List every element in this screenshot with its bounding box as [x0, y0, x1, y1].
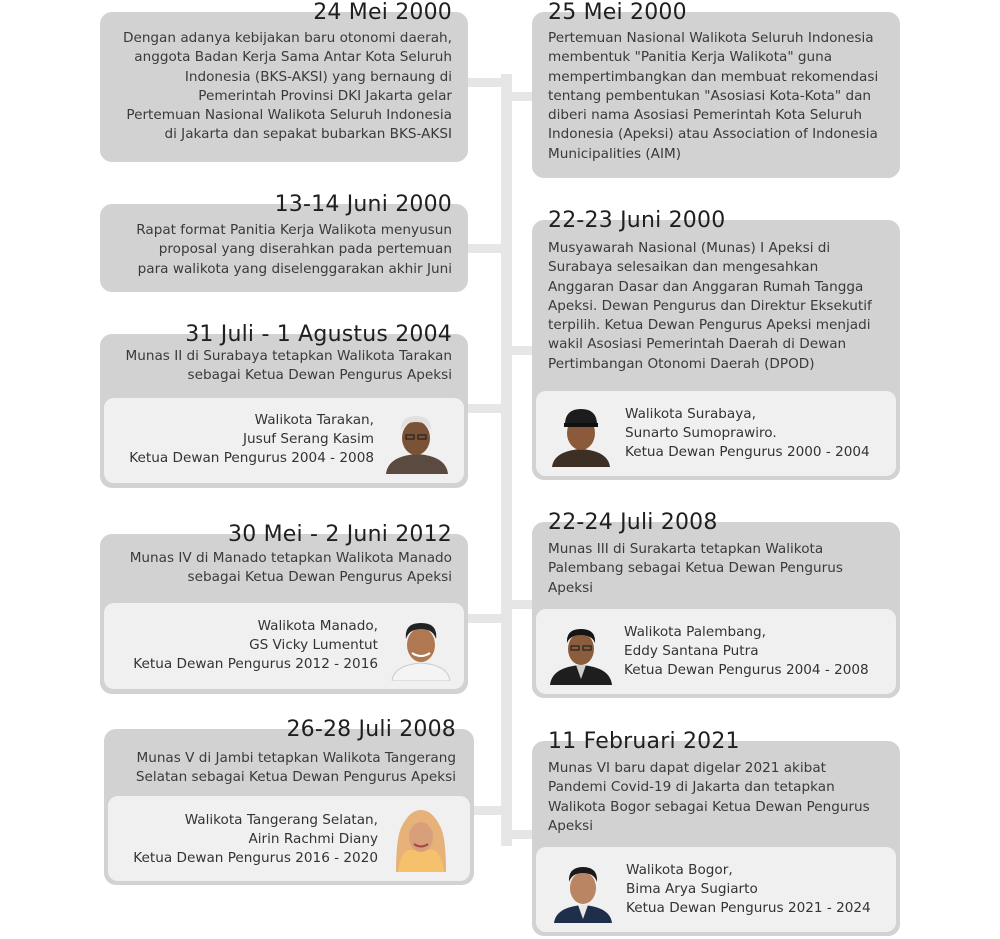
mayor-profile: [536, 609, 896, 694]
mayor-caption: Walikota Palembang, Eddy Santana Putra Ketua Dewan Pengurus 2004 - 2008: [624, 624, 869, 678]
person-portrait-icon: [548, 401, 614, 467]
mayor-profile: [104, 603, 464, 689]
mayor-caption: Walikota Tangerang Selatan, Airin Rachmi Diany Ketua Dewan Pengurus 2016 - 2020: [133, 812, 378, 866]
person-portrait-icon: [548, 619, 614, 685]
timeline-branch: [466, 404, 512, 413]
event-date: 24 Mei 2000: [313, 0, 452, 25]
event-description: Dengan adanya kebijakan baru otonomi daerah, anggota Badan Kerja Sama Antar Kota Seluruh Indonesia (BKS-AKSI) yang bernaung di Pemerintah Provinsi DKI Jakarta gelar Pertemuan Nasional Walikota Seluruh Indonesia di Jakarta dan sepakat bubarkan BKS-AKSI: [122, 30, 452, 143]
timeline-card-13-14-juni-2000: [100, 192, 468, 292]
person-portrait-icon: [388, 615, 454, 681]
event-date: 31 Juli - 1 Agustus 2004: [185, 322, 452, 347]
timeline-branch: [466, 244, 512, 253]
timeline-branch: [501, 600, 533, 609]
timeline-card-26-28-juli-2008: [104, 717, 474, 885]
event-date: 22-23 Juni 2000: [548, 208, 726, 233]
person-portrait-icon: [384, 408, 450, 474]
event-description: Munas VI baru dapat digelar 2021 akibat Pandemi Covid-19 di Jakarta dan tetapkan Walikota Bogor sebagai Ketua Dewan Pengurus Apeksi: [548, 760, 870, 834]
timeline-trunk: [501, 74, 512, 846]
timeline-card-22-24-juli-2008: [532, 510, 900, 698]
mayor-profile: [536, 391, 896, 476]
event-description: Musyawarah Nasional (Munas) I Apeksi di Surabaya selesaikan dan mengesahkan Anggaran Dasar dan Anggaran Rumah Tangga Apeksi. Dewan Pengurus dan Direktur Eksekutif terpilih. Ketua Dewan Pengurus Apeksi menjadi wakil Asosiasi Pemerintah Daerah di Dewan Pertimbangan Otonomi Daerah (DPOD): [548, 240, 872, 372]
timeline-card-24-mei-2000: [100, 0, 468, 162]
event-date: 25 Mei 2000: [548, 0, 687, 25]
timeline-branch: [466, 614, 512, 623]
timeline-card-25-mei-2000: [532, 0, 900, 178]
event-description: Munas V di Jambi tetapkan Walikota Tangerang Selatan sebagai Ketua Dewan Pengurus Apeksi: [135, 750, 456, 786]
event-description: Munas IV di Manado tetapkan Walikota Manado sebagai Ketua Dewan Pengurus Apeksi: [129, 550, 452, 586]
timeline-branch: [466, 78, 512, 87]
event-date: 30 Mei - 2 Juni 2012: [228, 522, 452, 547]
timeline-branch: [472, 806, 512, 815]
event-description: Munas III di Surakarta tetapkan Walikota Palembang sebagai Ketua Dewan Pengurus Apeksi: [548, 541, 843, 596]
event-description: Munas II di Surabaya tetapkan Walikota Tarakan sebagai Ketua Dewan Pengurus Apeksi: [125, 348, 452, 384]
event-description: Pertemuan Nasional Walikota Seluruh Indonesia membentuk "Panitia Kerja Walikota" guna mempertimbangkan dan membuat rekomendasi tentang pembentukan "Asosiasi Kota-Kota" dan diberi nama Asosiasi Pemerintah Kota Seluruh Indonesia (Apeksi) atau Association of Indonesia Municipalities (AIM): [548, 30, 879, 162]
timeline-card-31-juli-2004: [100, 322, 468, 488]
event-date: 11 Februari 2021: [548, 729, 740, 754]
timeline-branch: [501, 92, 533, 101]
mayor-profile: [108, 796, 470, 881]
timeline-branch: [501, 346, 533, 355]
timeline-card-22-23-juni-2000: [532, 208, 900, 480]
mayor-profile: [536, 847, 896, 932]
person-portrait-icon: [550, 857, 616, 923]
mayor-caption: Walikota Surabaya, Sunarto Sumoprawiro. Ketua Dewan Pengurus 2000 - 2004: [625, 406, 870, 460]
timeline-branch: [501, 830, 533, 839]
mayor-caption: Walikota Tarakan, Jusuf Serang Kasim Ketua Dewan Pengurus 2004 - 2008: [129, 412, 374, 466]
event-date: 13-14 Juni 2000: [274, 192, 452, 217]
event-description: Rapat format Panitia Kerja Walikota menyusun proposal yang diserahkan pada pertemuan para walikota yang diselenggarakan akhir Juni: [136, 222, 452, 277]
event-date: 22-24 Juli 2008: [548, 510, 718, 535]
timeline-card-30-mei-2012: [100, 522, 468, 694]
mayor-caption: Walikota Bogor, Bima Arya Sugiarto Ketua Dewan Pengurus 2021 - 2024: [626, 862, 871, 916]
event-date: 26-28 Juli 2008: [286, 717, 456, 742]
timeline-card-11-februari-2021: [532, 729, 900, 936]
mayor-profile: [104, 398, 464, 483]
mayor-caption: Walikota Manado, GS Vicky Lumentut Ketua Dewan Pengurus 2012 - 2016: [133, 618, 378, 672]
person-portrait-icon: [388, 806, 454, 872]
